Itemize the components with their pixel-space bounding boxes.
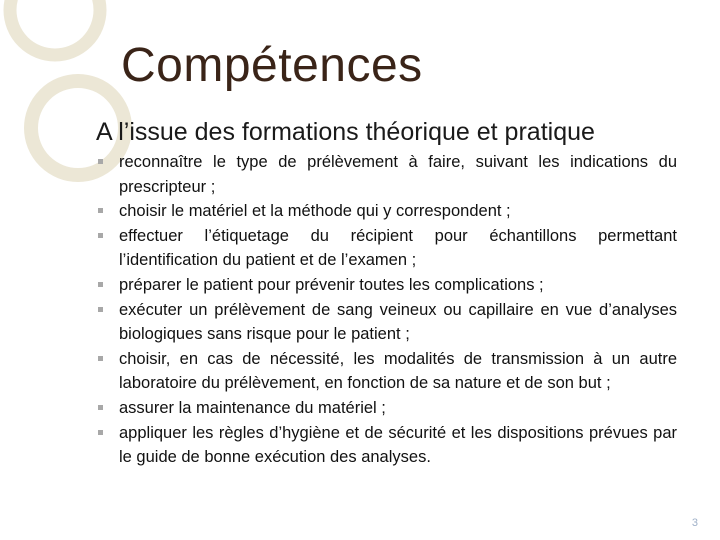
- list-item: [96, 199, 677, 224]
- list-item-text: effectuer l’étiquetage du récipient pour échantillons permettant l’identification du patient et de l’examen ;: [119, 226, 677, 270]
- list-item-text: préparer le patient pour prévenir toutes les complications ;: [119, 275, 544, 294]
- list-item-text: reconnaître le type de prélèvement à faire, suivant les indications du prescripteur ;: [119, 153, 677, 196]
- square-bullet-icon: [98, 233, 103, 238]
- page-number: 3: [691, 517, 698, 529]
- square-bullet-icon: [98, 405, 103, 410]
- square-bullet-icon: [98, 430, 103, 435]
- competence-list: [96, 150, 677, 470]
- square-bullet-icon: [98, 307, 103, 312]
- list-item: [96, 347, 677, 396]
- list-item-text: choisir le matériel et la méthode qui y correspondent ;: [119, 202, 511, 221]
- square-bullet-icon: [98, 208, 103, 213]
- square-bullet-icon: [98, 159, 103, 164]
- square-bullet-icon: [98, 282, 103, 287]
- list-item-text: choisir, en cas de nécessité, les modalités de transmission à un autre laboratoire du prélèvement, en fonction de sa nature et de son but ;: [119, 349, 677, 393]
- list-item-text: assurer la maintenance du matériel ;: [119, 398, 386, 417]
- list-item: [96, 273, 677, 298]
- slide-subtitle: A l’issue des formations théorique et pratique: [96, 118, 595, 146]
- list-item: [96, 224, 677, 273]
- list-item-text: exécuter un prélèvement de sang veineux ou capillaire en vue d’analyses biologiques sans risque pour le patient ;: [119, 300, 677, 344]
- list-item: [96, 150, 677, 199]
- list-item: [96, 396, 677, 421]
- slide-title: Compétences: [121, 39, 423, 92]
- list-item: [96, 298, 677, 347]
- square-bullet-icon: [98, 356, 103, 361]
- list-item-text: appliquer les règles d’hygiène et de sécurité et les dispositions prévues par le guide de bonne exécution des analyses.: [119, 423, 677, 467]
- decorative-ring-top: [10, 0, 100, 55]
- list-item: [96, 421, 677, 470]
